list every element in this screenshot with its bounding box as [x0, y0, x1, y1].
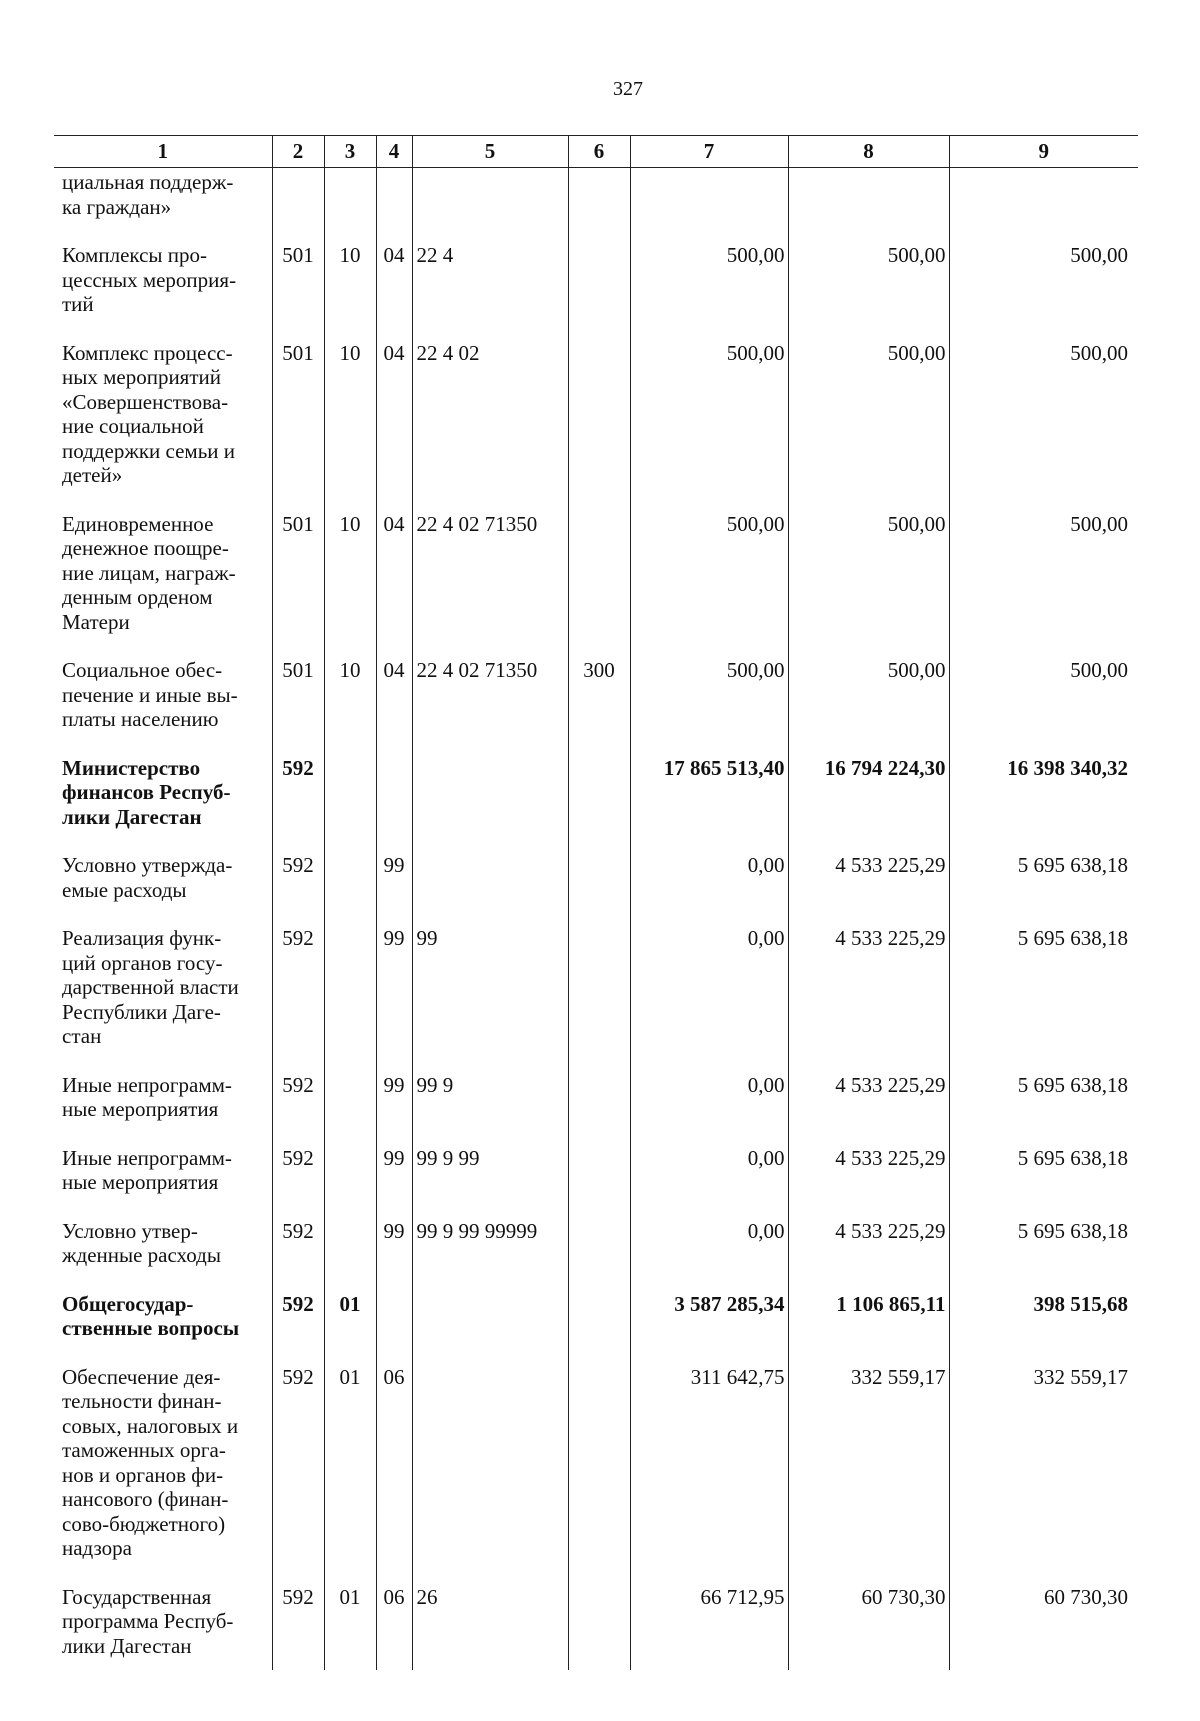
cell-code-3: 01	[324, 1583, 376, 1671]
table-row	[54, 1144, 1138, 1217]
cell-code-3	[324, 1217, 376, 1290]
column-header: 9	[949, 136, 1138, 168]
cell-amount-9: 60 730,30	[949, 1583, 1138, 1671]
cell-code-2: 501	[272, 339, 324, 510]
cell-code-4: 06	[376, 1363, 412, 1583]
column-header: 5	[412, 136, 568, 168]
cell-code-3: 10	[324, 510, 376, 657]
column-header: 6	[568, 136, 630, 168]
cell-code-3: 10	[324, 656, 376, 754]
row-name: Условно утвержда- емые расходы	[62, 853, 233, 902]
cell-code-4	[376, 1290, 412, 1363]
cell-code-6	[568, 754, 630, 852]
cell-code-6	[568, 339, 630, 510]
cell-amount-8: 60 730,30	[788, 1583, 949, 1671]
table-row	[54, 1290, 1138, 1363]
page-number: 327	[613, 78, 643, 100]
cell-code-3	[324, 851, 376, 924]
cell-amount-9: 500,00	[949, 339, 1138, 510]
table-row	[54, 1217, 1138, 1290]
cell-code-2: 592	[272, 1144, 324, 1217]
cell-amount-8: 4 533 225,29	[788, 1217, 949, 1290]
cell-code-3	[324, 754, 376, 852]
cell-amount-7: 500,00	[630, 241, 788, 339]
table-row	[54, 924, 1138, 1071]
cell-code-2: 592	[272, 1217, 324, 1290]
cell-amount-7: 66 712,95	[630, 1583, 788, 1671]
budget-table	[54, 135, 1138, 1670]
cell-code-4: 04	[376, 510, 412, 657]
cell-amount-7: 0,00	[630, 1144, 788, 1217]
cell-code-5	[412, 851, 568, 924]
cell-amount-9: 500,00	[949, 510, 1138, 657]
cell-code-5: 22 4 02	[412, 339, 568, 510]
cell-code-4: 06	[376, 1583, 412, 1671]
cell-code-2: 501	[272, 656, 324, 754]
cell-code-5: 22 4 02 71350	[412, 510, 568, 657]
table-row	[54, 1071, 1138, 1144]
cell-code-5: 99 9	[412, 1071, 568, 1144]
cell-code-5: 22 4	[412, 241, 568, 339]
cell-amount-8: 4 533 225,29	[788, 851, 949, 924]
cell-code-2: 592	[272, 851, 324, 924]
cell-code-4: 99	[376, 1144, 412, 1217]
cell-code-5: 22 4 02 71350	[412, 656, 568, 754]
cell-code-4: 99	[376, 924, 412, 1071]
cell-amount-8: 500,00	[788, 339, 949, 510]
column-header: 8	[788, 136, 949, 168]
row-name: Иные непрограмм- ные мероприятия	[62, 1145, 232, 1194]
cell-code-2: 501	[272, 510, 324, 657]
row-name: Обеспечение дея- тельности финан- совых, налоговых и таможенных орга- нов и органов фи- нансового (финан- сово-бюджетного) надзора	[62, 1364, 239, 1560]
cell-code-2: 592	[272, 1583, 324, 1671]
cell-amount-8: 500,00	[788, 656, 949, 754]
cell-code-6: 300	[568, 656, 630, 754]
table-row	[54, 510, 1138, 657]
cell-code-3: 01	[324, 1363, 376, 1583]
row-name: Единовременное денежное поощре- ние лицам, награж- денным орденом Матери	[62, 511, 236, 634]
cell-code-3	[324, 1144, 376, 1217]
table-row	[54, 851, 1138, 924]
cell-code-4: 04	[376, 241, 412, 339]
table-row	[54, 339, 1138, 510]
cell-code-2: 592	[272, 1071, 324, 1144]
cell-amount-9: 5 695 638,18	[949, 851, 1138, 924]
cell-code-6	[568, 1071, 630, 1144]
cell-code-5	[412, 168, 568, 242]
cell-amount-8	[788, 168, 949, 242]
cell-code-5	[412, 1290, 568, 1363]
cell-code-5: 26	[412, 1583, 568, 1671]
cell-amount-7: 0,00	[630, 924, 788, 1071]
cell-amount-7: 17 865 513,40	[630, 754, 788, 852]
cell-code-5	[412, 1363, 568, 1583]
cell-code-6	[568, 1363, 630, 1583]
cell-amount-8: 16 794 224,30	[788, 754, 949, 852]
cell-amount-8: 332 559,17	[788, 1363, 949, 1583]
cell-code-4	[376, 754, 412, 852]
row-name: Общегосудар- ственные вопросы	[62, 1291, 240, 1340]
row-name: Иные непрограмм- ные мероприятия	[62, 1072, 232, 1121]
cell-amount-9: 5 695 638,18	[949, 1217, 1138, 1290]
cell-code-2: 501	[272, 241, 324, 339]
cell-code-4: 04	[376, 656, 412, 754]
header-row	[54, 136, 1138, 168]
cell-amount-7: 0,00	[630, 1071, 788, 1144]
cell-code-6	[568, 1144, 630, 1217]
column-header: 4	[376, 136, 412, 168]
cell-amount-8: 1 106 865,11	[788, 1290, 949, 1363]
cell-code-3: 10	[324, 241, 376, 339]
cell-code-6	[568, 241, 630, 339]
column-header: 2	[272, 136, 324, 168]
column-header: 3	[324, 136, 376, 168]
cell-code-2: 592	[272, 1290, 324, 1363]
cell-code-5: 99 9 99 99999	[412, 1217, 568, 1290]
cell-code-6	[568, 1290, 630, 1363]
cell-code-4	[376, 168, 412, 242]
cell-amount-9: 5 695 638,18	[949, 1071, 1138, 1144]
cell-code-2: 592	[272, 754, 324, 852]
cell-code-6	[568, 851, 630, 924]
cell-amount-9	[949, 168, 1138, 242]
cell-amount-9: 500,00	[949, 241, 1138, 339]
cell-amount-9: 5 695 638,18	[949, 924, 1138, 1071]
cell-code-6	[568, 1217, 630, 1290]
cell-amount-9: 332 559,17	[949, 1363, 1138, 1583]
cell-code-5: 99 9 99	[412, 1144, 568, 1217]
row-name: Реализация функ- ций органов госу- дарственной власти Республики Даге- стан	[62, 926, 239, 1048]
cell-code-4: 99	[376, 851, 412, 924]
table-row	[54, 1363, 1138, 1583]
cell-amount-7: 0,00	[630, 851, 788, 924]
cell-code-6	[568, 1583, 630, 1671]
row-name: Комплексы про- цессных мероприя- тий	[62, 243, 237, 316]
cell-amount-7	[630, 168, 788, 242]
cell-amount-9: 5 695 638,18	[949, 1144, 1138, 1217]
cell-code-6	[568, 924, 630, 1071]
cell-code-4: 04	[376, 339, 412, 510]
cell-code-3: 01	[324, 1290, 376, 1363]
row-name: циальная поддерж- ка граждан»	[62, 170, 234, 219]
column-header: 7	[630, 136, 788, 168]
cell-amount-8: 4 533 225,29	[788, 924, 949, 1071]
cell-code-5	[412, 754, 568, 852]
table-row	[54, 168, 1138, 242]
cell-amount-9: 16 398 340,32	[949, 754, 1138, 852]
cell-amount-9: 500,00	[949, 656, 1138, 754]
cell-amount-8: 500,00	[788, 510, 949, 657]
cell-code-4: 99	[376, 1217, 412, 1290]
row-name: Условно утвер- жденные расходы	[62, 1218, 221, 1267]
cell-code-4: 99	[376, 1071, 412, 1144]
cell-code-3: 10	[324, 339, 376, 510]
cell-amount-7: 3 587 285,34	[630, 1290, 788, 1363]
cell-amount-9: 398 515,68	[949, 1290, 1138, 1363]
row-name: Государственная программа Респуб- лики Дагестан	[62, 1584, 234, 1658]
table-row	[54, 754, 1138, 852]
row-name: Министерство финансов Респуб- лики Дагестан	[62, 755, 231, 829]
cell-code-6	[568, 168, 630, 242]
table-row	[54, 656, 1138, 754]
cell-code-2: 592	[272, 924, 324, 1071]
cell-code-2	[272, 168, 324, 242]
cell-amount-8: 4 533 225,29	[788, 1071, 949, 1144]
column-header: 1	[54, 136, 272, 168]
cell-code-3	[324, 924, 376, 1071]
table-row	[54, 241, 1138, 339]
cell-amount-7: 500,00	[630, 339, 788, 510]
cell-code-3	[324, 168, 376, 242]
row-name: Комплекс процесс- ных мероприятий «Совершенствова- ние социальной поддержки семьи и детей»	[62, 340, 236, 487]
row-name: Социальное обес- печение и иные вы- платы населению	[62, 658, 238, 731]
cell-code-6	[568, 510, 630, 657]
cell-amount-7: 500,00	[630, 510, 788, 657]
cell-amount-8: 4 533 225,29	[788, 1144, 949, 1217]
table-body	[54, 168, 1138, 1671]
table-row	[54, 1583, 1138, 1671]
cell-amount-7: 311 642,75	[630, 1363, 788, 1583]
cell-code-2: 592	[272, 1363, 324, 1583]
cell-code-3	[324, 1071, 376, 1144]
cell-code-5: 99	[412, 924, 568, 1071]
cell-amount-7: 0,00	[630, 1217, 788, 1290]
cell-amount-8: 500,00	[788, 241, 949, 339]
cell-amount-7: 500,00	[630, 656, 788, 754]
